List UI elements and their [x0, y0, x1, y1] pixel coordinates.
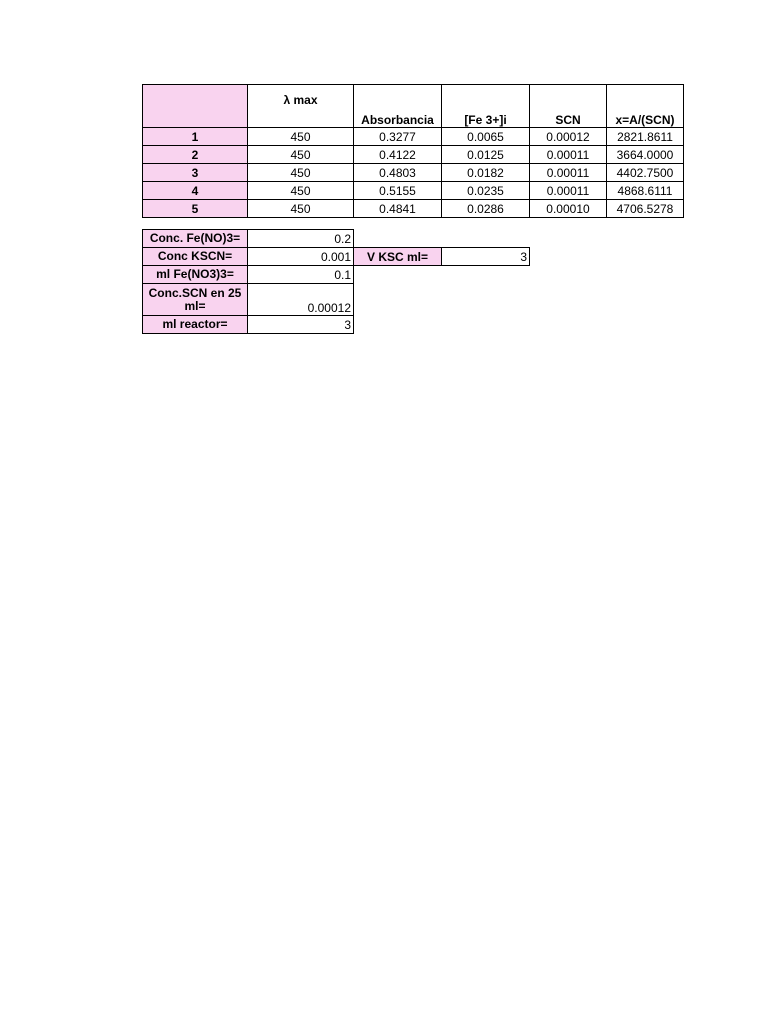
cell-scn: 0.00011: [530, 164, 607, 182]
conc-kscn-label: Conc KSCN=: [143, 248, 248, 266]
header-absorbancia: Absorbancia: [354, 85, 442, 128]
header-scn: SCN: [530, 85, 607, 128]
cell-lambda: 450: [248, 164, 354, 182]
cell-lambda: 450: [248, 128, 354, 146]
cell-scn: 0.00011: [530, 182, 607, 200]
header-fe3-initial: [Fe 3+]i: [442, 85, 530, 128]
cell-scn: 0.00011: [530, 146, 607, 164]
cell-absorbancia: 0.3277: [354, 128, 442, 146]
table-header-row: [143, 85, 684, 128]
cell-x: 4402.7500: [607, 164, 684, 182]
header-lambda-max: λ max: [248, 85, 354, 128]
cell-absorbancia: 0.4803: [354, 164, 442, 182]
cell-absorbancia: 0.4122: [354, 146, 442, 164]
cell-x: 2821.8611: [607, 128, 684, 146]
cell-scn: 0.00010: [530, 200, 607, 218]
cell-lambda: 450: [248, 200, 354, 218]
table-row: [143, 182, 684, 200]
param-row: [143, 316, 530, 334]
parameters-table: [142, 229, 530, 334]
cell-fe3: 0.0182: [442, 164, 530, 182]
param-row: [143, 248, 530, 266]
row-index: 3: [143, 164, 248, 182]
cell-scn: 0.00012: [530, 128, 607, 146]
cell-lambda: 450: [248, 146, 354, 164]
ml-reactor-value: 3: [248, 316, 354, 334]
table-row: [143, 200, 684, 218]
param-row: [143, 284, 530, 316]
conc-scn-value: 0.00012: [248, 284, 354, 316]
data-table: [142, 84, 684, 218]
conc-kscn-value: 0.001: [248, 248, 354, 266]
header-empty: [143, 85, 248, 128]
conc-feno3-value: 0.2: [248, 230, 354, 248]
param-row: [143, 230, 530, 248]
conc-scn-label: Conc.SCN en 25 ml=: [143, 284, 248, 316]
row-index: 1: [143, 128, 248, 146]
conc-feno3-label: Conc. Fe(NO)3=: [143, 230, 248, 248]
cell-x: 3664.0000: [607, 146, 684, 164]
param-row: [143, 266, 530, 284]
v-ksc-label: V KSC ml=: [354, 248, 442, 266]
cell-x: 4868.6111: [607, 182, 684, 200]
cell-fe3: 0.0286: [442, 200, 530, 218]
cell-absorbancia: 0.5155: [354, 182, 442, 200]
table-row: [143, 164, 684, 182]
cell-fe3: 0.0235: [442, 182, 530, 200]
v-ksc-value: 3: [442, 248, 530, 266]
ml-feno3-value: 0.1: [248, 266, 354, 284]
cell-lambda: 450: [248, 182, 354, 200]
ml-reactor-label: ml reactor=: [143, 316, 248, 334]
header-x-ratio: x=A/(SCN): [607, 85, 684, 128]
cell-x: 4706.5278: [607, 200, 684, 218]
cell-fe3: 0.0065: [442, 128, 530, 146]
row-index: 2: [143, 146, 248, 164]
ml-feno3-label: ml Fe(NO3)3=: [143, 266, 248, 284]
cell-fe3: 0.0125: [442, 146, 530, 164]
row-index: 5: [143, 200, 248, 218]
table-row: [143, 146, 684, 164]
row-index: 4: [143, 182, 248, 200]
table-row: [143, 128, 684, 146]
cell-absorbancia: 0.4841: [354, 200, 442, 218]
